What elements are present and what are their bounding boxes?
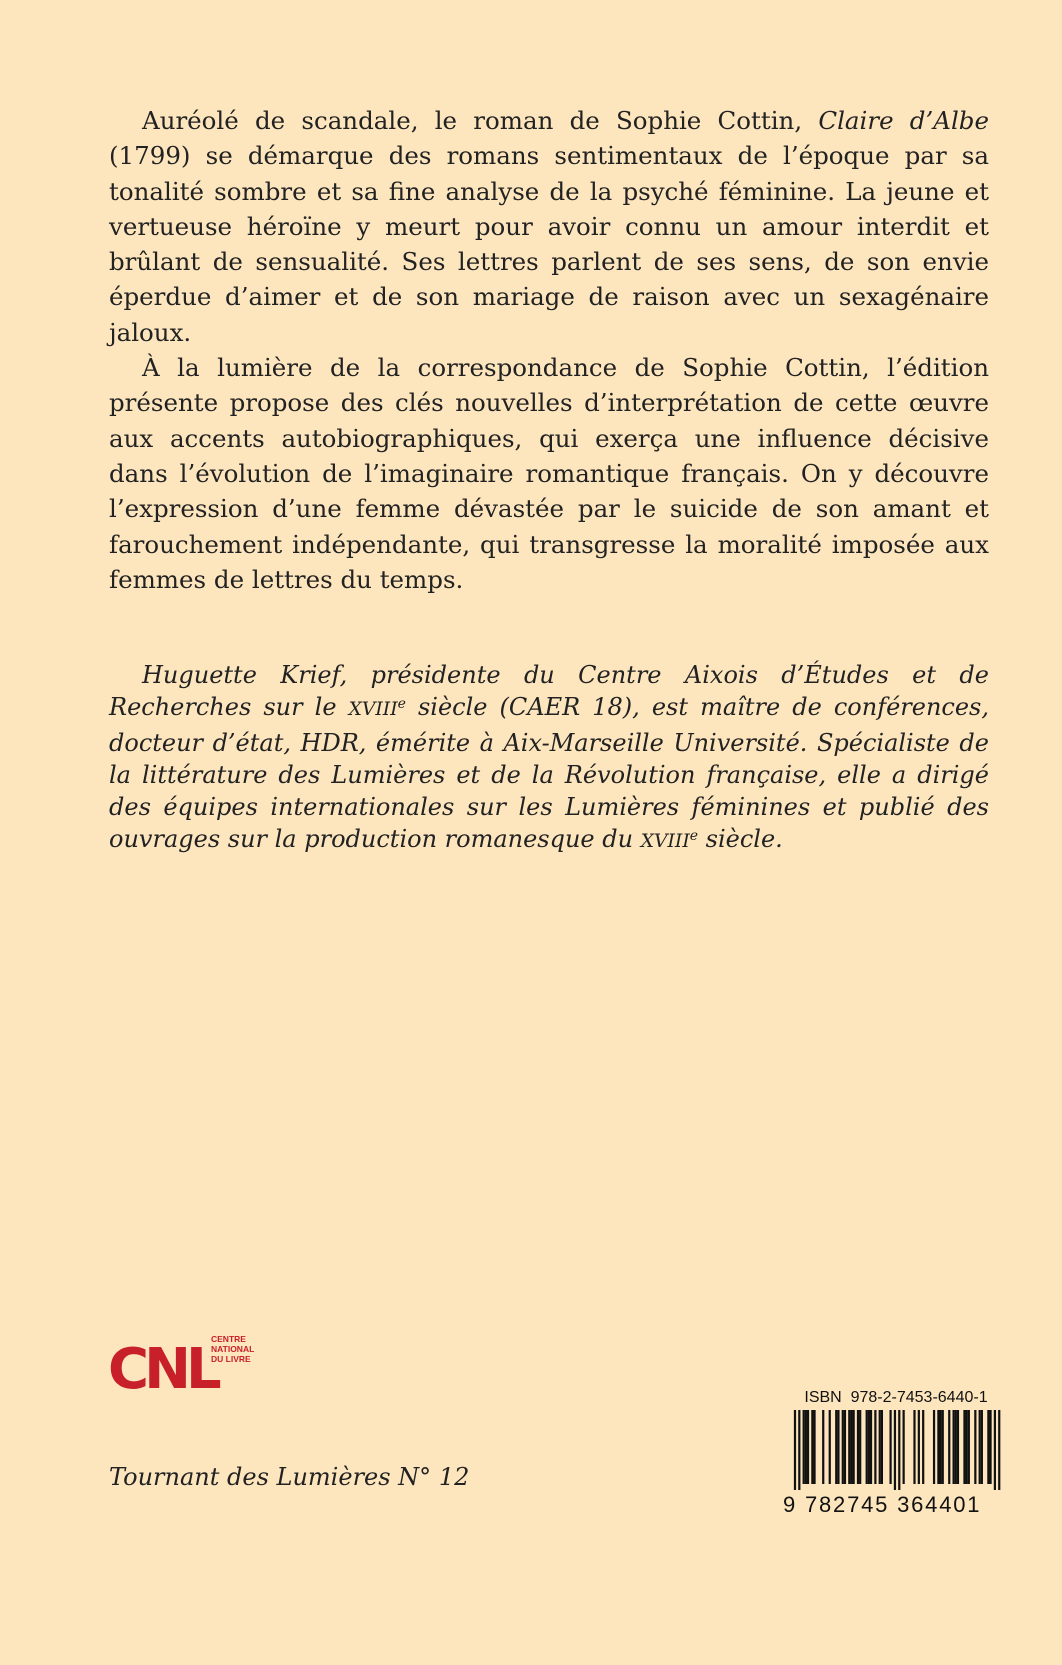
series-title: Tournant des Lumières N° 12 — [109, 1463, 470, 1491]
barcode-bar — [963, 1410, 965, 1484]
barcode-bar — [889, 1410, 891, 1484]
cnl-logo — [108, 1328, 260, 1396]
barcode-bar — [881, 1410, 883, 1484]
century-small-caps-2 — [640, 828, 699, 853]
barcode-bar — [842, 1410, 844, 1484]
barcode-bar — [933, 1410, 935, 1484]
bio-part-1: Huguette Krief, présidente du Centre Aixois d’Études et de Recherches sur le — [109, 661, 989, 722]
barcode-bar — [848, 1410, 850, 1484]
barcode-bar — [844, 1410, 846, 1484]
barcode-bar — [903, 1410, 905, 1484]
ean-right-group: 364401 — [897, 1492, 982, 1517]
bio-part-2: siècle (CAER 18), est maître de conférences, docteur d’état, HDR, émérite à Aix-Marseille Université. Spécialiste de la littérature des Lumières et de la Révolution française, elle a dirigé des équipes internationales sur les Lumières féminines et publié des ouvrages sur la production romanesque du — [109, 693, 989, 854]
blurb-p1-intro: Auréolé de scandale, le roman de Sophie Cottin, — [142, 106, 819, 135]
barcode-bar — [979, 1410, 981, 1484]
century-superscript-2: e — [689, 828, 699, 845]
barcode-bar — [998, 1410, 1000, 1490]
cnl-logo-line2: NATIONAL — [211, 1344, 255, 1354]
barcode-bar — [942, 1410, 944, 1484]
barcode-bar — [813, 1410, 815, 1484]
novel-title: Claire d’Albe — [818, 106, 989, 135]
barcode-bar — [868, 1410, 870, 1484]
ean-first-digit: 9 — [783, 1492, 798, 1517]
back-cover-blurb — [109, 103, 989, 597]
barcode-bar — [939, 1410, 941, 1484]
barcode-bar — [874, 1410, 876, 1484]
barcode-bar — [803, 1410, 805, 1484]
barcode-bar — [850, 1410, 852, 1484]
barcode-bar — [798, 1410, 800, 1490]
isbn-text — [783, 1389, 1009, 1407]
barcode-bar — [966, 1410, 968, 1484]
barcode-bar — [894, 1410, 896, 1490]
barcode — [783, 1410, 1009, 1490]
century-superscript: e — [397, 696, 406, 713]
isbn-number: 978-2-7453-6440-1 — [850, 1389, 988, 1406]
blurb-p1-rest: (1799) se démarque des romans sentimentaux de l’époque par sa tonalité sombre et sa fine analyse de la psyché féminine. La jeune et vertueuse héroïne y meurt pour avoir connu un amour interdit et brûlant de sensualité. Ses lettres parlent de ses sens, de son envie éperdue d’aimer et de son mariage de raison avec un sexagénaire jaloux. — [109, 141, 989, 347]
bio-part-3: siècle. — [698, 825, 783, 854]
barcode-bar — [879, 1410, 881, 1484]
barcode-bar — [807, 1410, 809, 1484]
isbn-block — [783, 1389, 1009, 1518]
barcode-bar — [857, 1410, 859, 1484]
century-numeral-2: XVIII — [640, 831, 690, 853]
barcode-bar — [913, 1410, 915, 1484]
barcode-bar — [837, 1410, 839, 1484]
barcode-bar — [870, 1410, 872, 1484]
barcode-bar — [853, 1410, 855, 1484]
barcode-bar — [981, 1410, 983, 1484]
barcode-bar — [957, 1410, 959, 1484]
century-small-caps — [348, 696, 406, 721]
barcode-bar — [835, 1410, 837, 1484]
blurb-paragraph-2: À la lumière de la correspondance de Sophie Cottin, l’édition présente propose des clés nouvelles d’interprétation de cette œuvre aux accents autobiographiques, qui exerça une influence décisive dans l’évolution de l’imaginaire romantique français. On y découvre l’expression d’une femme dévastée par le suicide de son amant et farouchement indépendante, qui transgresse la moralité imposée aux femmes de lettres du temps. — [109, 353, 989, 594]
barcode-bar — [822, 1410, 824, 1484]
barcode-bar — [989, 1410, 991, 1484]
author-bio — [109, 659, 989, 859]
ean-digits — [783, 1492, 1009, 1518]
barcode-bar — [918, 1410, 920, 1484]
barcode-bar — [974, 1410, 976, 1484]
barcode-bar — [968, 1410, 970, 1484]
barcode-bar — [987, 1410, 989, 1484]
isbn-label: ISBN — [804, 1389, 842, 1406]
cnl-logo-line1: CENTRE — [211, 1334, 246, 1344]
ean-left-group: 782745 — [804, 1492, 890, 1517]
barcode-bar — [866, 1410, 868, 1484]
barcode-bar — [805, 1410, 807, 1484]
century-numeral: XVIII — [348, 699, 398, 721]
barcode-bar — [859, 1410, 861, 1484]
barcode-bar — [811, 1410, 813, 1484]
barcode-bar — [794, 1410, 796, 1490]
barcode-bar — [898, 1410, 900, 1490]
barcode-bar — [953, 1410, 955, 1484]
barcode-bar — [948, 1410, 950, 1484]
barcode-bar — [922, 1410, 924, 1484]
barcode-bar — [829, 1410, 831, 1484]
barcode-bar — [937, 1410, 939, 1484]
blurb-paragraph-1 — [109, 103, 989, 350]
cnl-logo-line3: DU LIVRE — [211, 1354, 251, 1364]
cnl-logo-letters: CNL — [108, 1337, 217, 1396]
barcode-bar — [994, 1410, 996, 1490]
barcode-bar — [955, 1410, 957, 1484]
